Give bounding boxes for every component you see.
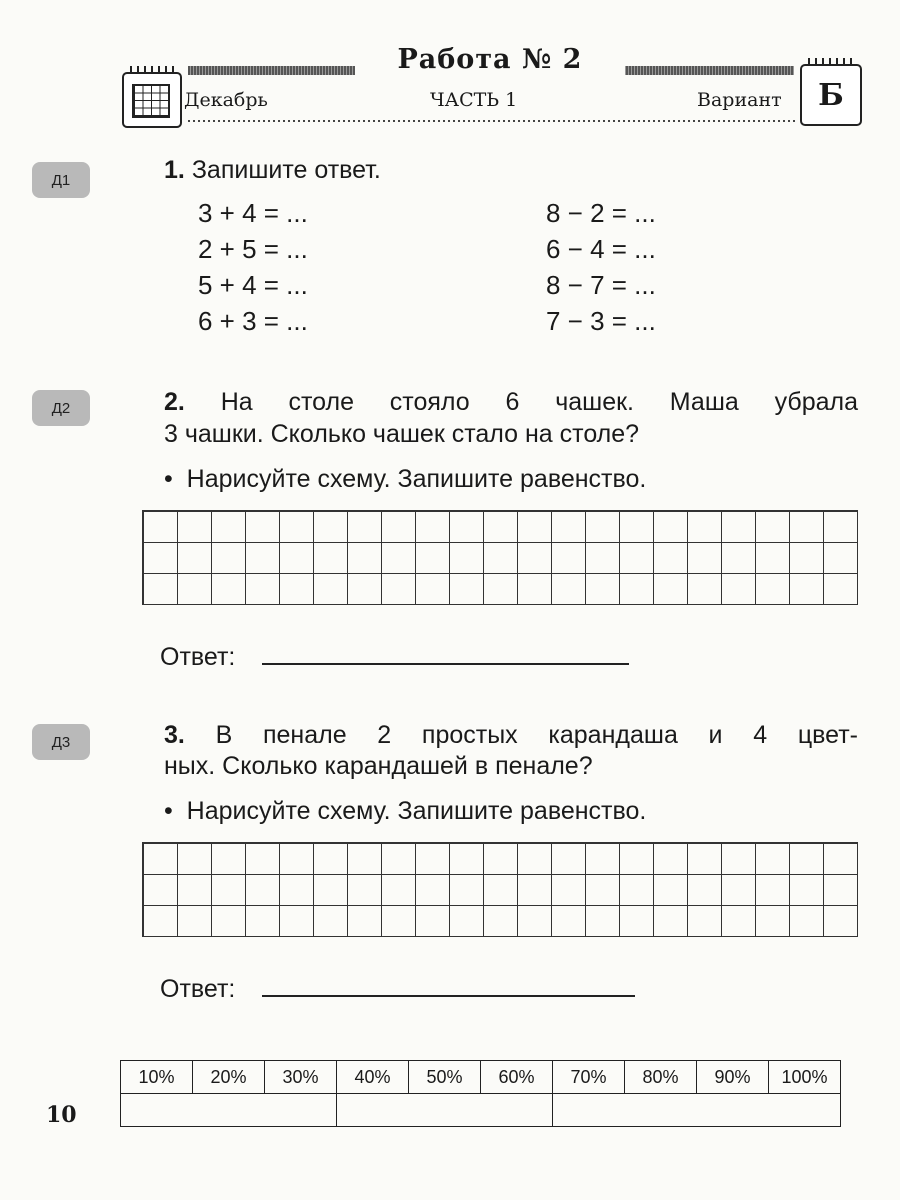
task-tag-d2: Д2 [32,390,90,426]
equation: 5 + 4 = ... [198,270,308,300]
calendar-icon [122,72,182,128]
task2-line2: 3 чашки. Сколько чашек стало на столе? [164,420,640,448]
equation: 8 − 2 = ... [546,198,656,228]
bullet: • [164,465,173,493]
equation: 8 − 7 = ... [546,270,656,300]
drawing-grid[interactable] [142,510,858,605]
task1-number: 1. [164,156,185,184]
percent-cell: 90% [697,1061,769,1094]
answer-label: Ответ: [160,975,236,1003]
task1-heading [164,154,381,186]
page-title: Работа № 2 [355,44,625,75]
equation: 2 + 5 = ... [198,234,308,264]
percent-cell: 100% [769,1061,841,1094]
percent-cell: 10% [121,1061,193,1094]
answer-label: Ответ: [160,643,236,671]
percent-cell: 70% [553,1061,625,1094]
task3-number: 3. [164,721,185,749]
task1-text: Запишите ответ. [191,156,381,184]
task3-text-line1: В пенале 2 простых карандаша и 4 цвет- [215,721,858,749]
percent-cell: 60% [481,1061,553,1094]
task3-line1 [164,719,858,751]
percent-cell: 50% [409,1061,481,1094]
task2-instruction: Нарисуйте схему. Запишите равенство. [186,465,647,493]
variant-badge [800,64,862,126]
task2-number: 2. [164,388,185,416]
score-cell-3[interactable] [553,1094,841,1127]
answer-line[interactable] [262,663,629,665]
percent-cell: 20% [193,1061,265,1094]
task3-instruction: Нарисуйте схему. Запишите равенство. [186,797,647,825]
score-table [120,1060,841,1127]
equation: 3 + 4 = ... [198,198,308,228]
task3-instruction-row [164,795,646,827]
header-divider [188,120,796,122]
task-tag-d3: Д3 [32,724,90,760]
percent-cell: 40% [337,1061,409,1094]
task2-text-line1: На столе стояло 6 чашек. Маша убрала [220,388,858,416]
equation: 6 + 3 = ... [198,306,308,336]
score-cell-1[interactable] [121,1094,337,1127]
part-label: ЧАСТЬ 1 [430,89,518,111]
score-cell-2[interactable] [337,1094,553,1127]
task2-line1 [164,386,858,418]
answer-line[interactable] [262,995,635,997]
task3-line2: ных. Сколько карандашей в пенале? [164,752,593,780]
equation: 7 − 3 = ... [546,306,656,336]
variant-label: Вариант [697,89,782,111]
score-row [121,1094,841,1127]
task2-instruction-row [164,463,646,495]
month-label: Декабрь [184,89,268,111]
variant-letter: Б [818,78,844,113]
drawing-grid[interactable] [142,842,858,937]
page-number: 10 [46,1102,77,1128]
percent-row [121,1061,841,1094]
equation: 6 − 4 = ... [546,234,656,264]
bullet: • [164,797,173,825]
percent-cell: 30% [265,1061,337,1094]
percent-cell: 80% [625,1061,697,1094]
task-tag-d1: Д1 [32,162,90,198]
